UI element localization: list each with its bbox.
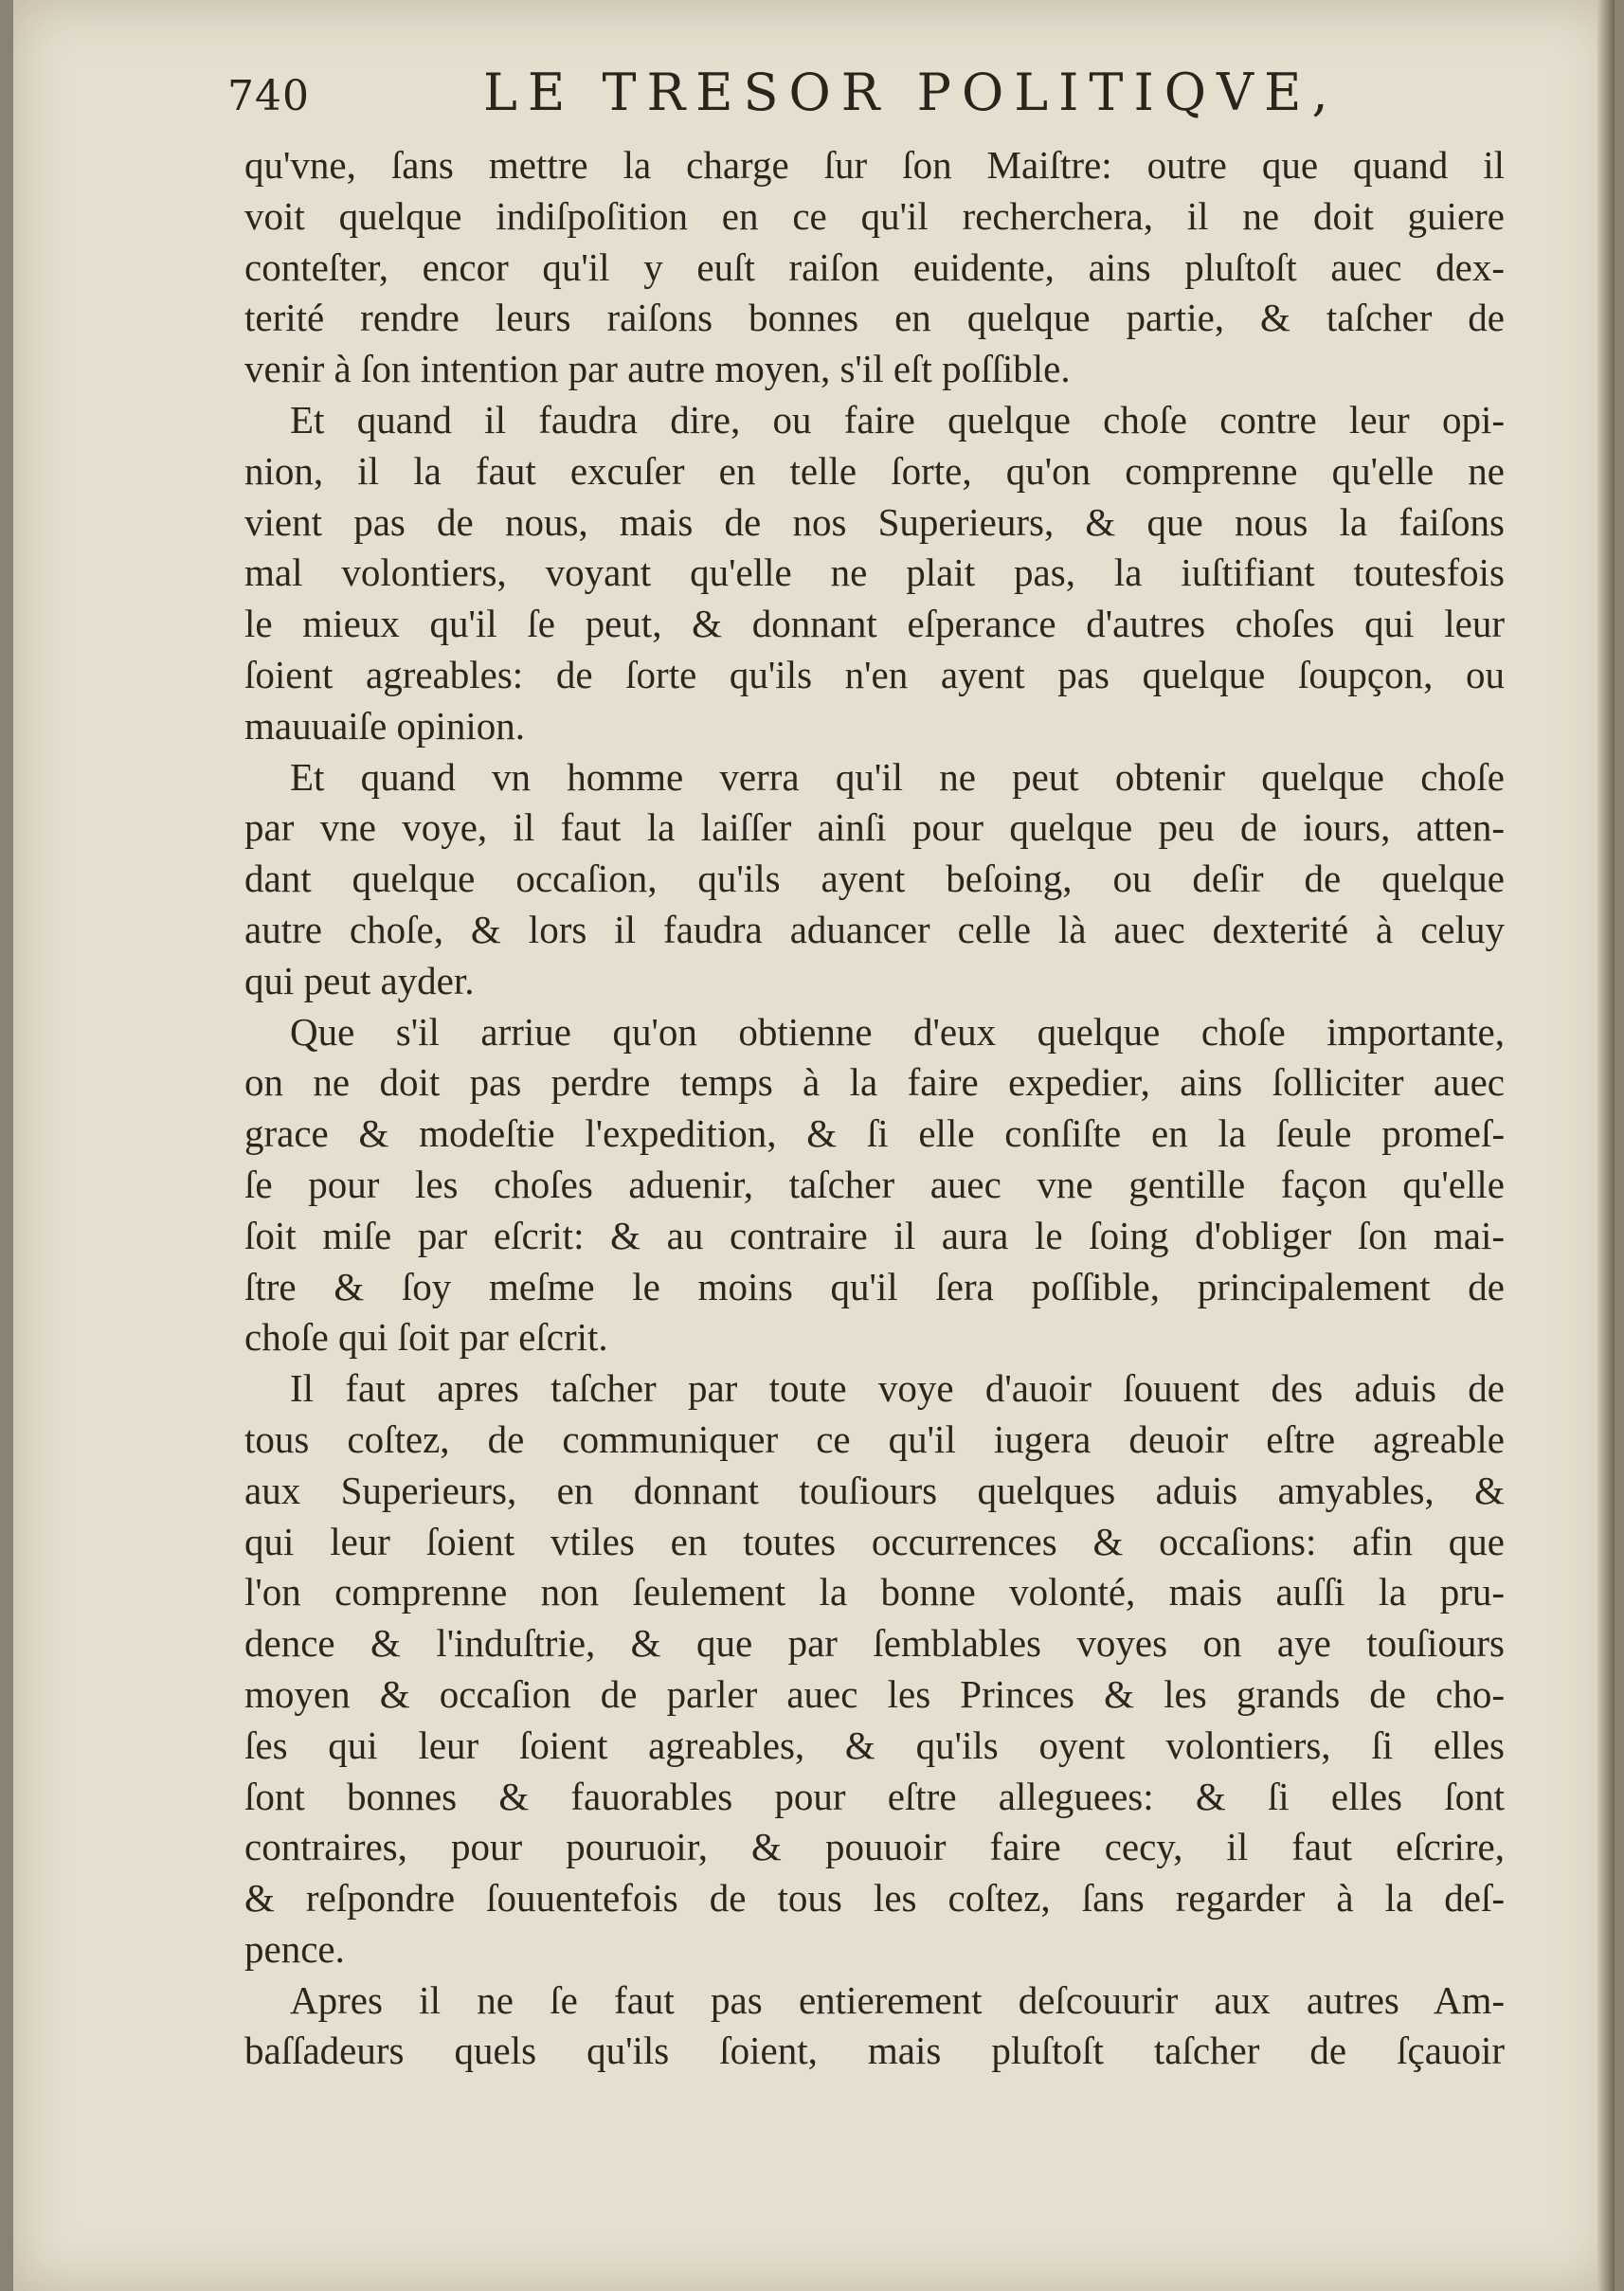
text-line: dant quelque occaſion, qu'ils ayent beſoing, ou deſir de quelque [244, 857, 1505, 901]
text-line: & reſpondre ſouuentefois de tous les coſtez, ſans regarder à la deſ- [244, 1876, 1505, 1921]
text-line: Que s'il arriue qu'on obtienne d'eux quelque choſe importante, [290, 1009, 1505, 1054]
text-line: baſſadeurs quels qu'ils ſoient, mais pluſtoſt taſcher de ſçauoir [244, 2029, 1505, 2073]
text-line: pence. [244, 1926, 345, 1971]
text-line: ſoit miſe par eſcrit: & au contraire il aura le ſoing d'obliger ſon mai- [244, 1213, 1505, 1257]
text-line: ſoient agreables: de ſorte qu'ils n'en ayent pas quelque ſoupçon, ou [244, 652, 1505, 696]
text-line: Et quand vn homme verra qu'il ne peut obtenir quelque choſe [290, 754, 1505, 799]
text-line: nion, il la faut excuſer en telle ſorte, qu'on comprenne qu'elle ne [244, 448, 1505, 493]
text-line: par vne voye, il faut la laiſſer ainſi pour quelque peu de iours, atten- [244, 805, 1505, 850]
text-line: moyen & occaſion de parler auec les Princes & les grands de cho- [244, 1671, 1505, 1716]
text-line: Apres il ne ſe faut pas entierement deſcouurir aux autres Am- [290, 1977, 1505, 2022]
page-header [227, 55, 1345, 150]
text-line: ſes qui leur ſoient agreables, & qu'ils oyent volontiers, ſi elles [244, 1723, 1505, 1767]
text-line: ſtre & ſoy meſme le moins qu'il ſera poſſible, principalement de [244, 1264, 1505, 1308]
text-line: conteſter, encor qu'il y euſt raiſon euidente, ains pluſtoſt auec dex- [244, 244, 1505, 289]
body-text [244, 140, 1505, 2077]
text-line: choſe qui ſoit par eſcrit. [244, 1315, 608, 1360]
page-number: 740 [227, 72, 310, 120]
text-line: qui leur ſoient vtiles en toutes occurrences & occaſions: afin que [244, 1519, 1505, 1563]
text-line: venir à ſon intention par autre moyen, s'il eſt poſſible. [244, 347, 1071, 391]
text-line: ſont bonnes & fauorables pour eſtre alleguees: & ſi elles ſont [244, 1774, 1505, 1818]
text-line: qui peut ayder. [244, 958, 475, 1002]
text-line: Et quand il faudra dire, ou faire quelque choſe contre leur opi- [290, 397, 1505, 442]
text-line: terité rendre leurs raiſons bonnes en quelque partie, & taſcher de [244, 296, 1505, 340]
text-line: ſe pour les choſes aduenir, taſcher auec vne gentille façon qu'elle [244, 1162, 1505, 1206]
text-line: mauuaiſe opinion. [244, 703, 526, 748]
text-line: qu'vne, ſans mettre la charge ſur ſon Maiſtre: outre que quand il [244, 143, 1505, 187]
text-line: aux Superieurs, en donnant touſiours quelques aduis amyables, & [244, 1468, 1505, 1512]
page-edge [1597, 0, 1615, 2291]
text-line: voit quelque indiſpoſition en ce qu'il recherchera, il ne doit guiere [244, 193, 1505, 238]
text-line: on ne doit pas perdre temps à la faire expedier, ains ſolliciter auec [244, 1060, 1505, 1105]
text-line: contraires, pour pouruoir, & pouuoir faire cecy, il faut eſcrire, [244, 1825, 1505, 1869]
text-line: Il faut apres taſcher par toute voye d'auoir ſouuent des aduis de [290, 1366, 1505, 1411]
text-line: mal volontiers, voyant qu'elle ne plait pas, la iuſtifiant toutesfois [244, 550, 1505, 595]
running-title: LE TRESOR POLITIQVE, [483, 63, 1339, 122]
text-line: dence & l'induſtrie, & que par ſemblables voyes on aye touſiours [244, 1621, 1505, 1666]
text-line: le mieux qu'il ſe peut, & donnant eſperance d'autres choſes qui leur [244, 602, 1505, 646]
text-line: grace & modeſtie l'expedition, & ſi elle conſiſte en la ſeule promeſ- [244, 1111, 1505, 1156]
text-line: autre choſe, & lors il faudra aduancer celle là auec dexterité à celuy [244, 907, 1505, 951]
text-line: l'on comprenne non ſeulement la bonne volonté, mais auſſi la pru- [244, 1570, 1505, 1615]
book-page [13, 0, 1615, 2291]
text-line: vient pas de nous, mais de nos Superieurs, & que nous la faiſons [244, 499, 1505, 544]
text-line: tous coſtez, de communiquer ce qu'il iugera deuoir eſtre agreable [244, 1416, 1505, 1461]
